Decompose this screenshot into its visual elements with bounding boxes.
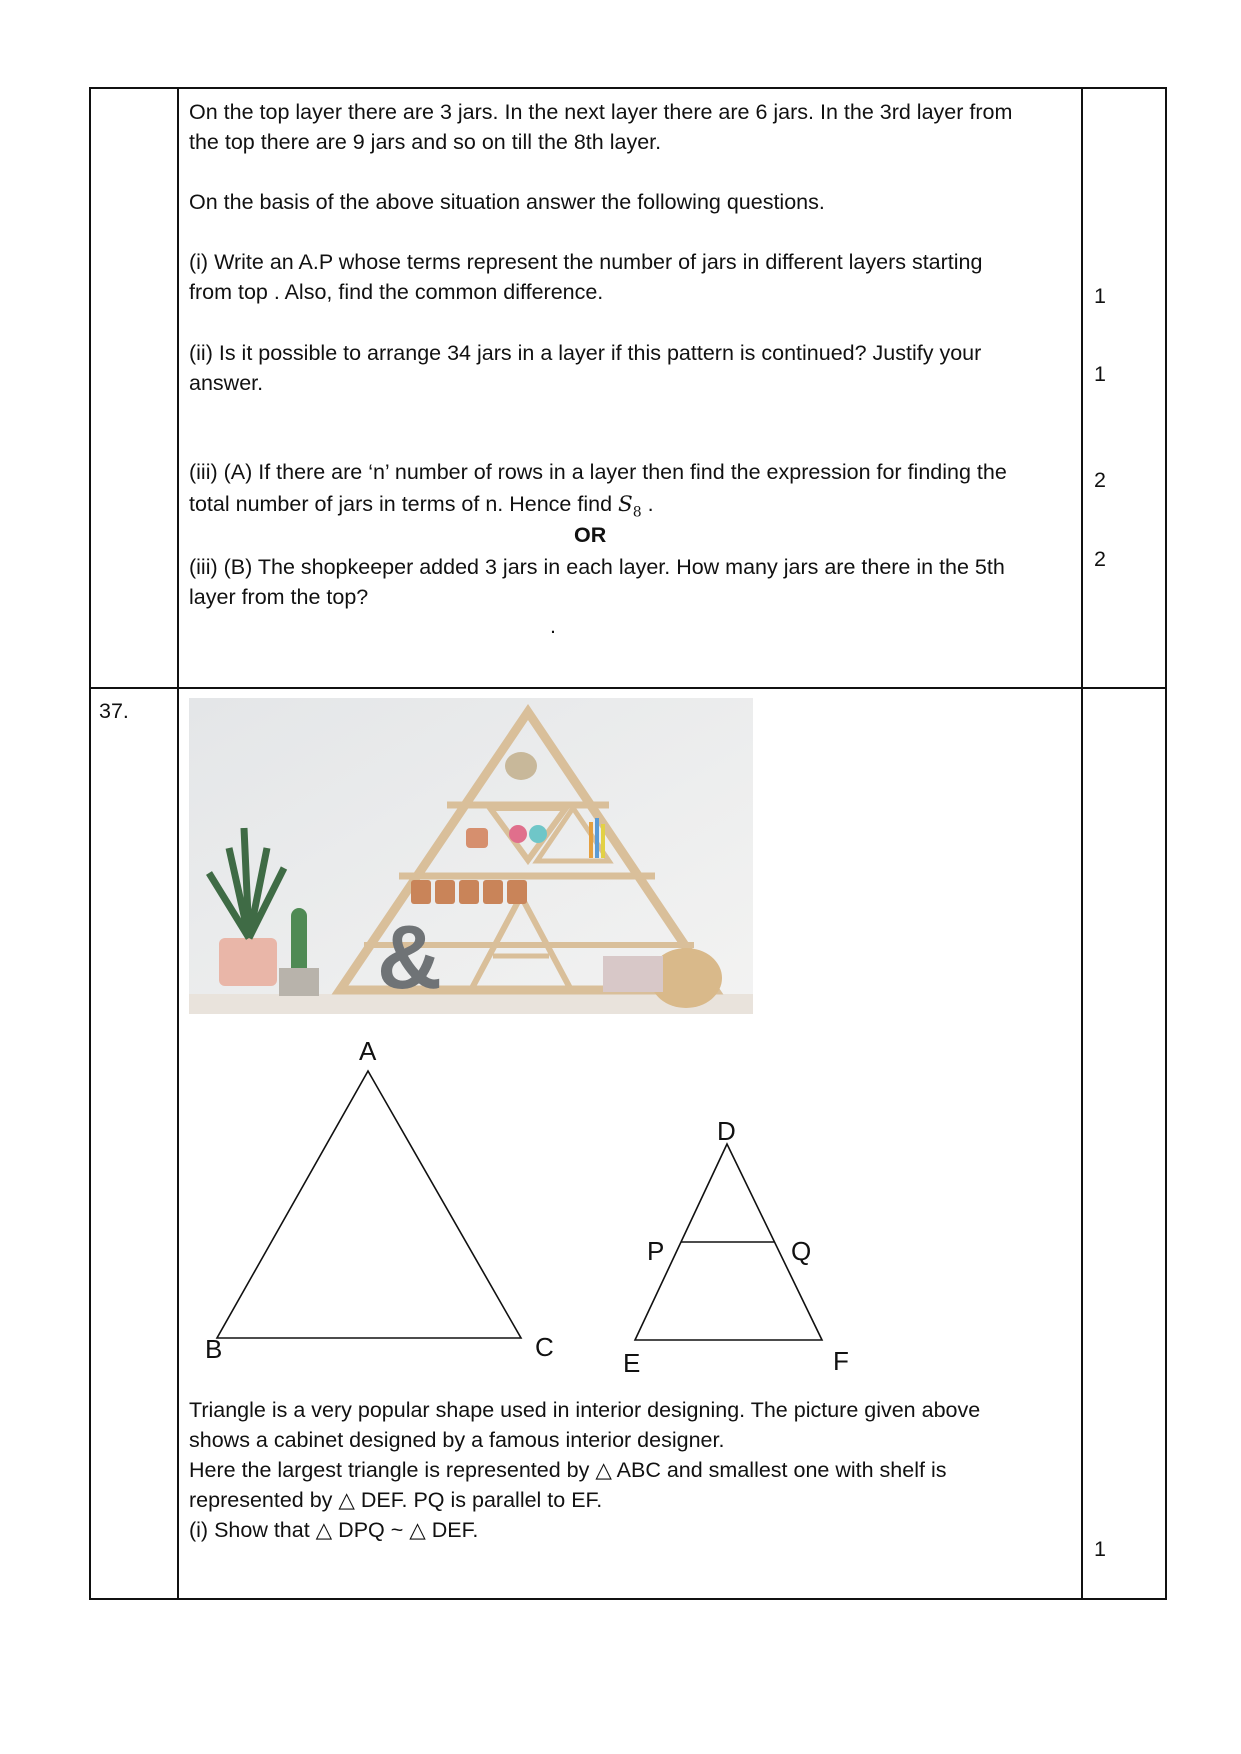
- label-f: F: [833, 1346, 849, 1376]
- q36-part-ii-line1: (ii) Is it possible to arrange 34 jars in a layer if this pattern is continued? Justify your: [189, 341, 982, 365]
- mark-part-iii-b: 2: [1094, 547, 1106, 571]
- label-b: B: [205, 1334, 223, 1364]
- q37-description-line2: shows a cabinet designed by a famous interior designer.: [189, 1428, 725, 1452]
- question-number: 37.: [99, 699, 129, 723]
- q36-part-i-line1: (i) Write an A.P whose terms represent the number of jars in different layers starting: [189, 250, 983, 274]
- q36-part-iii-b-line1: (iii) (B) The shopkeeper added 3 jars in each layer. How many jars are there in the 5th: [189, 555, 1005, 579]
- label-p: P: [647, 1236, 665, 1266]
- mark-part-iii-a: 2: [1094, 468, 1106, 492]
- or-separator: OR: [574, 523, 607, 547]
- table-bottom-border: [89, 1598, 1167, 1600]
- table-right-border: [1165, 87, 1167, 1600]
- column-divider-marks: [1081, 87, 1083, 1600]
- q37-part-i: (i) Show that △ DPQ ~ △ DEF.: [189, 1518, 479, 1542]
- label-a: A: [359, 1036, 377, 1066]
- label-q: Q: [791, 1236, 812, 1266]
- label-d: D: [717, 1116, 736, 1146]
- q36-part-ii-line2: answer.: [189, 371, 264, 395]
- table-left-border: [89, 87, 91, 1600]
- svg-text:&: &: [377, 908, 442, 1008]
- label-c: C: [535, 1332, 554, 1362]
- triangle-diagrams: [177, 1020, 1081, 1380]
- q36-part-iii-a-text: total number of jars in terms of n. Hence find: [189, 492, 619, 516]
- mark-part-ii: 1: [1094, 362, 1106, 386]
- table-top-border: [89, 87, 1167, 89]
- q36-paragraph1-line2: the top there are 9 jars and so on till the 8th layer.: [189, 130, 662, 154]
- mark-part-i: 1: [1094, 284, 1106, 308]
- stray-dot: .: [550, 614, 556, 638]
- mark-q37-part-i: 1: [1094, 1537, 1106, 1561]
- q37-description-line1: Triangle is a very popular shape used in interior designing. The picture given above: [189, 1398, 981, 1422]
- q36-instruction: On the basis of the above situation answer the following questions.: [189, 190, 825, 214]
- s8-trailing: .: [641, 492, 654, 516]
- triangle-abc: [217, 1071, 521, 1338]
- q36-part-i-line2: from top . Also, find the common difference.: [189, 280, 604, 304]
- row-divider: [89, 687, 1167, 689]
- q36-part-iii-b-line2: layer from the top?: [189, 585, 369, 609]
- q36-paragraph1-line1: On the top layer there are 3 jars. In the next layer there are 6 jars. In the 3rd layer from: [189, 100, 1013, 124]
- q36-part-iii-a-line1: (iii) (A) If there are ‘n’ number of rows in a layer then find the expression for finding the: [189, 460, 1007, 484]
- label-e: E: [623, 1348, 641, 1378]
- q37-description-line3: Here the largest triangle is represented by △ ABC and smallest one with shelf is: [189, 1458, 947, 1482]
- s8-symbol: $S_8$: [618, 492, 642, 521]
- q37-description-line4: represented by △ DEF. PQ is parallel to EF.: [189, 1488, 603, 1512]
- cabinet-photo: [189, 698, 753, 1014]
